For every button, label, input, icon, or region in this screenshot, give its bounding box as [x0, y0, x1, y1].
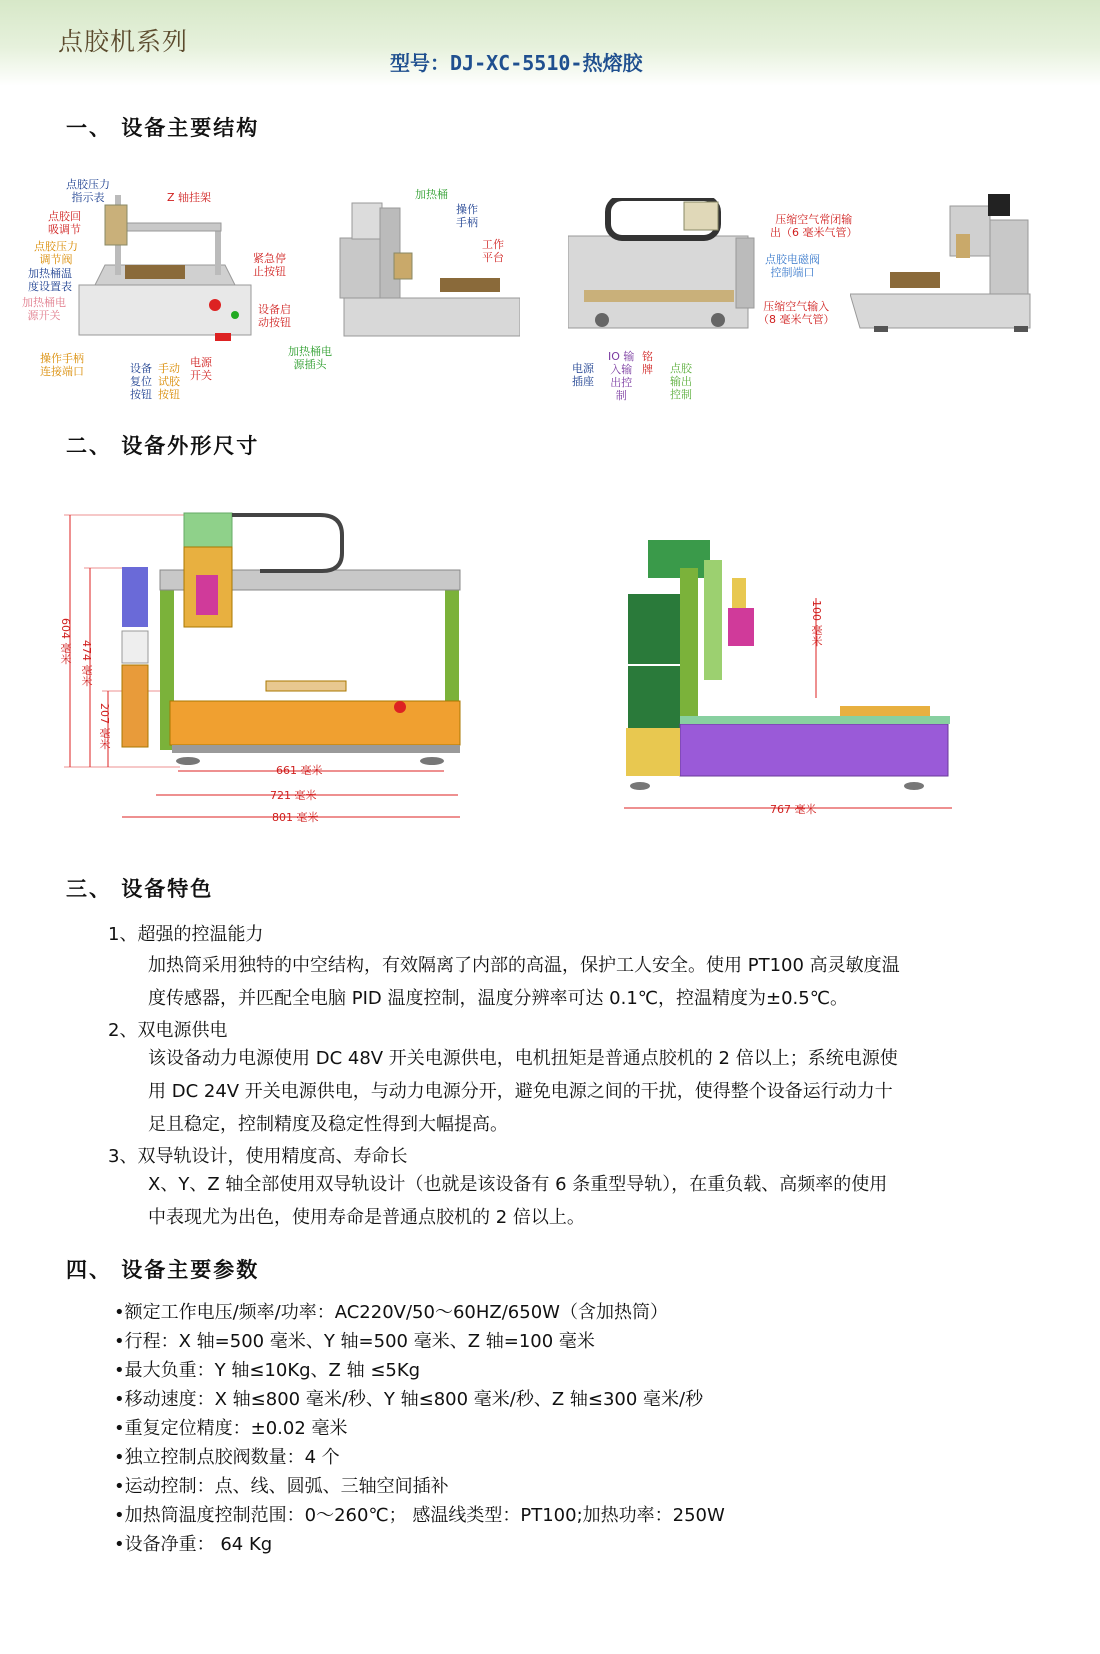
- feature-body-2: [148, 1042, 898, 1141]
- dim-height-207: 207 毫米: [98, 703, 111, 750]
- callout-z-mount: Z 轴挂架: [167, 191, 212, 204]
- feature-title-2: 2、双电源供电: [108, 1020, 228, 1041]
- callout-air-input: 压缩空气输入 （8 毫米气管）: [758, 300, 835, 326]
- callout-temp-meter: 加热桶温 度设置表: [28, 267, 72, 293]
- callout-power-switch: 电源 开关: [190, 356, 212, 382]
- section-features-heading: 三、 设备特色: [66, 877, 214, 901]
- drawing-side: [620, 538, 960, 818]
- param-item: •移动速度：X 轴≤800 毫米/秒、Y 轴≤800 毫米/秒、Z 轴≤300 毫米/秒: [114, 1389, 704, 1410]
- callout-pressure-valve: 点胶压力 调节阀: [34, 240, 78, 266]
- feature-body-3: [148, 1168, 887, 1234]
- feature-line: 加热筒采用独特的中空结构，有效隔离了内部的高温，保护工人安全。使用 PT100 高灵敏度温: [148, 955, 900, 976]
- feature-line: 足且稳定，控制精度及稳定性得到大幅提高。: [148, 1114, 508, 1135]
- callout-manual-button: 手动 试胶 按钮: [158, 362, 180, 401]
- section-structure-heading: 一、 设备主要结构: [66, 116, 260, 140]
- feature-title-1: 1、超强的控温能力: [108, 924, 264, 945]
- callout-heater-switch: 加热桶电 源开关: [22, 296, 66, 322]
- machine-photo-rear: [568, 198, 758, 338]
- callout-nameplate: 铭 牌: [642, 350, 653, 376]
- section-params-heading: 四、 设备主要参数: [66, 1258, 260, 1282]
- callout-io: IO 输 入输 出控 制: [608, 350, 635, 402]
- dim-height-604: 604 毫米: [59, 618, 72, 665]
- param-item: •运动控制：点、线、圆弧、三轴空间插补: [114, 1476, 449, 1497]
- param-item: •行程：X 轴=500 毫米、Y 轴=500 毫米、Z 轴=100 毫米: [114, 1331, 595, 1352]
- feature-title-3: 3、双导轨设计，使用精度高、寿命长: [108, 1146, 408, 1167]
- feature-line: 中表现尤为出色，使用寿命是普通点胶机的 2 倍以上。: [148, 1207, 585, 1228]
- feature-line: 度传感器，并匹配全电脑 PID 温度控制，温度分辨率可达 0.1℃，控温精度为±0.5℃。: [148, 988, 848, 1009]
- feature-line: 用 DC 24V 开关电源供电，与动力电源分开，避免电源之间的干扰，使得整个设备运行动力十: [148, 1081, 893, 1102]
- dim-depth-767: 767 毫米: [770, 803, 817, 816]
- callout-valve-port: 点胶电磁阀 控制端口: [765, 253, 820, 279]
- callout-glue-gauge: 点胶压力 指示表: [66, 178, 110, 204]
- callout-handle-port: 操作手柄 连接端口: [40, 352, 84, 378]
- param-item: •重复定位精度：±0.02 毫米: [114, 1418, 348, 1439]
- callout-suckback: 点胶回 吸调节: [48, 210, 81, 236]
- feature-body-1: [148, 949, 900, 1015]
- dim-width-721: 721 毫米: [270, 789, 317, 802]
- callout-platform: 工作 平台: [482, 238, 504, 264]
- drawing-front: [60, 505, 470, 825]
- machine-photo-front: [75, 185, 255, 355]
- param-item: •设备净重： 64 Kg: [114, 1534, 273, 1555]
- feature-line: 该设备动力电源使用 DC 48V 开关电源供电，电机扭矩是普通点胶机的 2 倍以上；系统电源使: [148, 1048, 898, 1069]
- callout-heater-plug: 加热桶电 源插头: [288, 345, 332, 371]
- dim-height-474: 474 毫米: [80, 640, 93, 687]
- callout-glue-output: 点胶 输出 控制: [670, 362, 692, 401]
- callout-air-output: 压缩空气常闭输 出（6 毫米气管）: [770, 213, 858, 239]
- machine-photo-rear-angle: [850, 190, 1040, 340]
- dim-width-801: 801 毫米: [272, 811, 319, 824]
- param-item: •独立控制点胶阀数量：4 个: [114, 1447, 340, 1468]
- param-item: •最大负重：Y 轴≤10Kg、Z 轴 ≤5Kg: [114, 1360, 421, 1381]
- feature-line: X、Y、Z 轴全部使用双导轨设计（也就是该设备有 6 条重型导轨），在重负载、高频率的使用: [148, 1174, 888, 1195]
- series-title: 点胶机系列: [58, 27, 189, 56]
- section-dimensions-heading: 二、 设备外形尺寸: [66, 434, 260, 458]
- callout-power-socket: 电源 插座: [572, 362, 594, 388]
- param-item: •加热筒温度控制范围：0～260℃； 感温线类型：PT100;加热功率：250W: [114, 1505, 725, 1526]
- machine-photo-side: [330, 198, 520, 343]
- callout-estop: 紧急停 止按钮: [253, 252, 286, 278]
- dim-z-100: 100 毫米: [810, 600, 823, 647]
- callout-handle: 操作 手柄: [456, 203, 478, 229]
- callout-heat-barrel: 加热桶: [415, 188, 448, 201]
- callout-reset-button: 设备 复位 按钮: [130, 362, 152, 401]
- callout-start-button: 设备启 动按钮: [258, 303, 291, 329]
- param-item: •额定工作电压/频率/功率：AC220V/50～60HZ/650W（含加热筒）: [114, 1302, 668, 1323]
- dim-width-661: 661 毫米: [276, 764, 323, 777]
- model-title: 型号：DJ-XC-5510-热熔胶: [390, 51, 643, 75]
